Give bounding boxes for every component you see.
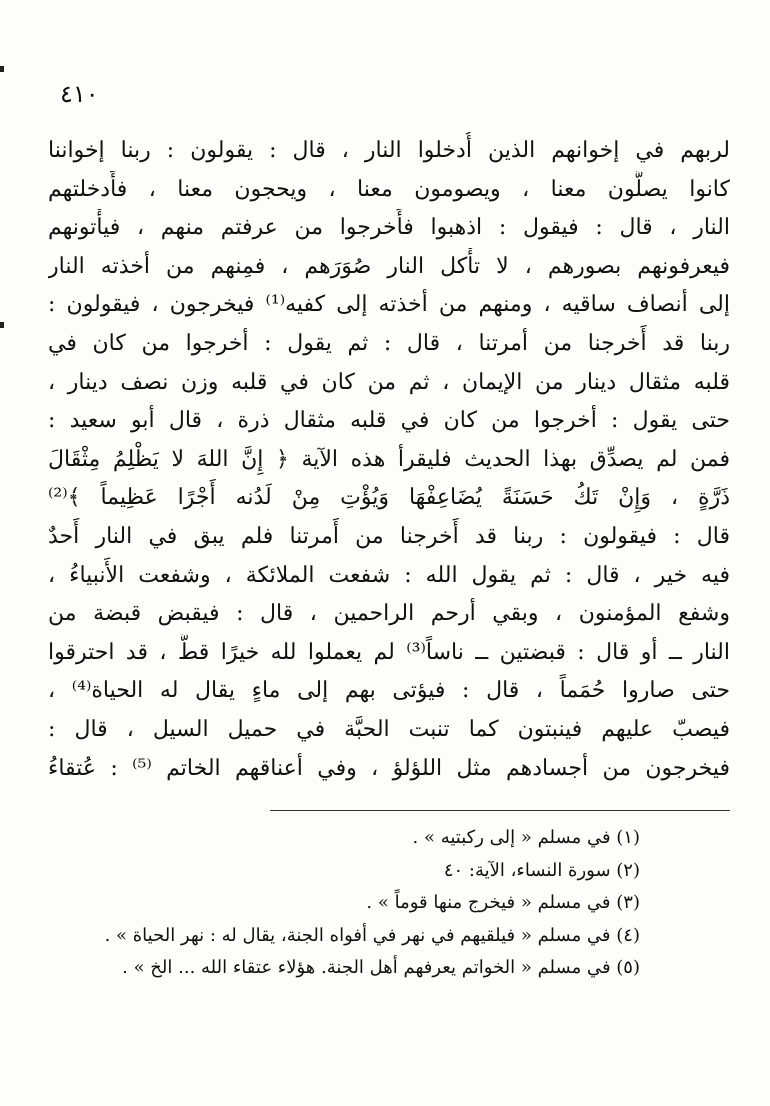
text-line: فيصبّ عليهم فينبتون كما تنبت الحبَّة في حميل السيل ، قال : xyxy=(48,716,730,742)
text-line: ربنا قد أَخرجنا من أمرتنا ، قال : ثم يقول : أخرجوا من كان في xyxy=(48,330,730,356)
text-line: كانوا يصلُّون معنا ، ويصومون معنا ، ويحجون معنا ، فأَدخلتهم xyxy=(48,176,730,202)
body-text xyxy=(48,132,730,788)
text-line: فمن لم يصدِّق بهذا الحديث فليقرأ هذه الآية ﴿ إِنَّ اللهَ لا يَظْلِمُ مِثْقَالَ xyxy=(48,446,730,472)
scan-edge-mark xyxy=(0,322,4,328)
text-line: حتى يقول : أخرجوا من كان في قلبه مثقال ذرة ، قال أبو سعيد : xyxy=(48,408,730,434)
footnote-separator xyxy=(270,810,730,811)
text-line: وشفع المؤمنون ، وبقي أرحم الراحمين ، قال : فيقبض قبضة من xyxy=(48,601,730,627)
text-line: ذَرَّةٍ ، وَإِنْ تَكُ حَسَنَةً يُضَاعِفْهَا وَيُؤْتِ مِنْ لَدُنه أَجْرًا عَظِيماً ﴾⁽²⁾ xyxy=(48,485,730,511)
footnote-5: (٥) في مسلم « الخواتم يعرفهم أهل الجنة. هؤلاء عتقاء الله ... الخ » . xyxy=(122,957,640,978)
footnote-1: (١) في مسلم « إلى ركبتيه » . xyxy=(412,827,640,848)
text-line: فيه خير ، قال : ثم يقول الله : شفعت الملائكة ، وشفعت الأَنبياءُ ، xyxy=(48,562,730,588)
text-line: فيعرفونهم بصورهم ، لا تأْكل النار صُوَرَهم ، فمِنهم من أخذته النار xyxy=(48,253,730,279)
text-line: قلبه مثقال دينار من الإيمان ، ثم من كان في قلبه وزن نصف دينار ، xyxy=(48,369,730,395)
text-line: قال : فيقولون : ربنا قد أَخرجنا من أَمرتنا فلم يبق في النار أَحدٌ xyxy=(48,523,730,549)
text-line: إلى أنصاف ساقيه ، ومنهم من أخذته إلى كفيه⁽¹⁾ فيخرجون ، فيقولون : xyxy=(48,292,730,318)
footnote-4: (٤) في مسلم « فيلقيهم في نهر في أفواه الجنة، يقال له : نهر الحياة » . xyxy=(104,924,640,946)
text-line: النار ــ أو قال : قبضتين ــ ناساً⁽³⁾ لم يعملوا لله خيرًا قطُّ ، قد احترقوا xyxy=(48,639,730,665)
text-line: لربهم في إخوانهم الذين أُدخلوا النار ، قال : يقولون : ربنا إخواننا xyxy=(48,138,730,163)
scan-edge-mark xyxy=(0,66,4,72)
text-line: فيخرجون من أجسادهم مثل اللؤلؤ ، وفي أعناقهم الخاتم ⁽⁵⁾ : عُتقاءُ xyxy=(48,755,730,781)
footnote-2: (٢) سورة النساء، الآية: ٤٠ xyxy=(443,859,640,881)
page-number: ٤١٠ xyxy=(60,80,99,108)
text-line: حتى صاروا حُمَماً ، قال : فيؤتى بهم إلى ماءٍ يقال له الحياة⁽⁴⁾ ، xyxy=(48,678,730,704)
text-line: النار ، قال : فيقول : اذهبوا فأَخرجوا من عرفتم منهم ، فيأْتونهم xyxy=(48,215,730,241)
footnotes xyxy=(104,822,640,985)
footnote-3: (٣) في مسلم « فيخرج منها قوماً » . xyxy=(366,892,640,913)
